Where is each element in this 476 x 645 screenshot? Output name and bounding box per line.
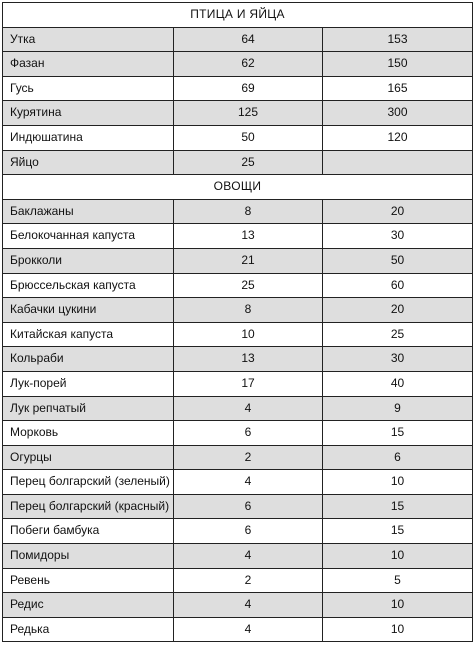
row-value-1: 64 [174,27,323,52]
row-value-2: 30 [323,347,473,372]
table-row [3,52,473,77]
row-value-1: 8 [174,298,323,323]
table-row [3,445,473,470]
row-name: Индюшатина [3,125,174,150]
row-value-2: 120 [323,125,473,150]
row-name: Гусь [3,76,174,101]
row-name: Курятина [3,101,174,126]
row-value-2: 20 [323,199,473,224]
row-name: Яйцо [3,150,174,175]
row-value-2: 10 [323,593,473,618]
row-value-1: 4 [174,470,323,495]
row-name: Морковь [3,421,174,446]
row-value-2: 15 [323,519,473,544]
row-value-2: 25 [323,322,473,347]
row-value-2: 165 [323,76,473,101]
row-value-1: 21 [174,248,323,273]
row-value-1: 10 [174,322,323,347]
table-row [3,273,473,298]
section-header-poultry [3,3,473,28]
row-value-1: 6 [174,494,323,519]
table-row [3,101,473,126]
row-name: Ревень [3,568,174,593]
row-value-1: 62 [174,52,323,77]
table-row [3,494,473,519]
row-value-1: 6 [174,519,323,544]
row-value-1: 25 [174,273,323,298]
row-value-1: 2 [174,445,323,470]
row-value-1: 6 [174,421,323,446]
row-name: Перец болгарский (зеленый) [3,470,174,495]
row-value-1: 125 [174,101,323,126]
row-name: Редька [3,617,174,642]
row-value-1: 2 [174,568,323,593]
row-name: Брокколи [3,248,174,273]
table-row [3,371,473,396]
row-name: Китайская капуста [3,322,174,347]
section-title: ПТИЦА И ЯЙЦА [3,3,473,28]
row-name: Белокочанная капуста [3,224,174,249]
table-row [3,544,473,569]
row-value-2: 10 [323,470,473,495]
row-name: Побеги бамбука [3,519,174,544]
row-name: Лук-порей [3,371,174,396]
row-name: Утка [3,27,174,52]
row-value-1: 25 [174,150,323,175]
row-value-1: 50 [174,125,323,150]
section-header-vegetables [3,175,473,200]
table-row [3,519,473,544]
table-row [3,396,473,421]
row-value-1: 69 [174,76,323,101]
table-row [3,76,473,101]
row-name: Огурцы [3,445,174,470]
table-row [3,298,473,323]
row-value-2: 6 [323,445,473,470]
table-row [3,27,473,52]
row-name: Лук репчатый [3,396,174,421]
row-value-2: 153 [323,27,473,52]
row-value-2: 300 [323,101,473,126]
table-row [3,150,473,175]
row-value-1: 8 [174,199,323,224]
table-row [3,470,473,495]
row-value-1: 4 [174,396,323,421]
row-value-2: 60 [323,273,473,298]
row-value-2: 15 [323,421,473,446]
row-value-2: 15 [323,494,473,519]
row-value-2: 5 [323,568,473,593]
row-name: Помидоры [3,544,174,569]
row-value-2 [323,150,473,175]
row-value-2: 40 [323,371,473,396]
table-row [3,199,473,224]
row-value-2: 30 [323,224,473,249]
row-name: Перец болгарский (красный) [3,494,174,519]
nutrition-table [2,2,473,642]
row-value-2: 9 [323,396,473,421]
table-row [3,593,473,618]
table-row [3,224,473,249]
table-row [3,568,473,593]
row-value-1: 4 [174,593,323,618]
row-name: Баклажаны [3,199,174,224]
table-body [3,3,473,642]
row-value-1: 4 [174,617,323,642]
row-name: Кабачки цукини [3,298,174,323]
table-row [3,322,473,347]
row-name: Редис [3,593,174,618]
table-row [3,421,473,446]
table-row [3,617,473,642]
row-value-2: 10 [323,544,473,569]
table-row [3,125,473,150]
row-value-1: 4 [174,544,323,569]
row-value-2: 150 [323,52,473,77]
row-name: Фазан [3,52,174,77]
row-value-1: 17 [174,371,323,396]
row-name: Брюссельская капуста [3,273,174,298]
row-value-1: 13 [174,347,323,372]
row-value-2: 50 [323,248,473,273]
row-value-2: 20 [323,298,473,323]
table-row [3,248,473,273]
table-row [3,347,473,372]
row-name: Кольраби [3,347,174,372]
section-title: ОВОЩИ [3,175,473,200]
row-value-2: 10 [323,617,473,642]
row-value-1: 13 [174,224,323,249]
